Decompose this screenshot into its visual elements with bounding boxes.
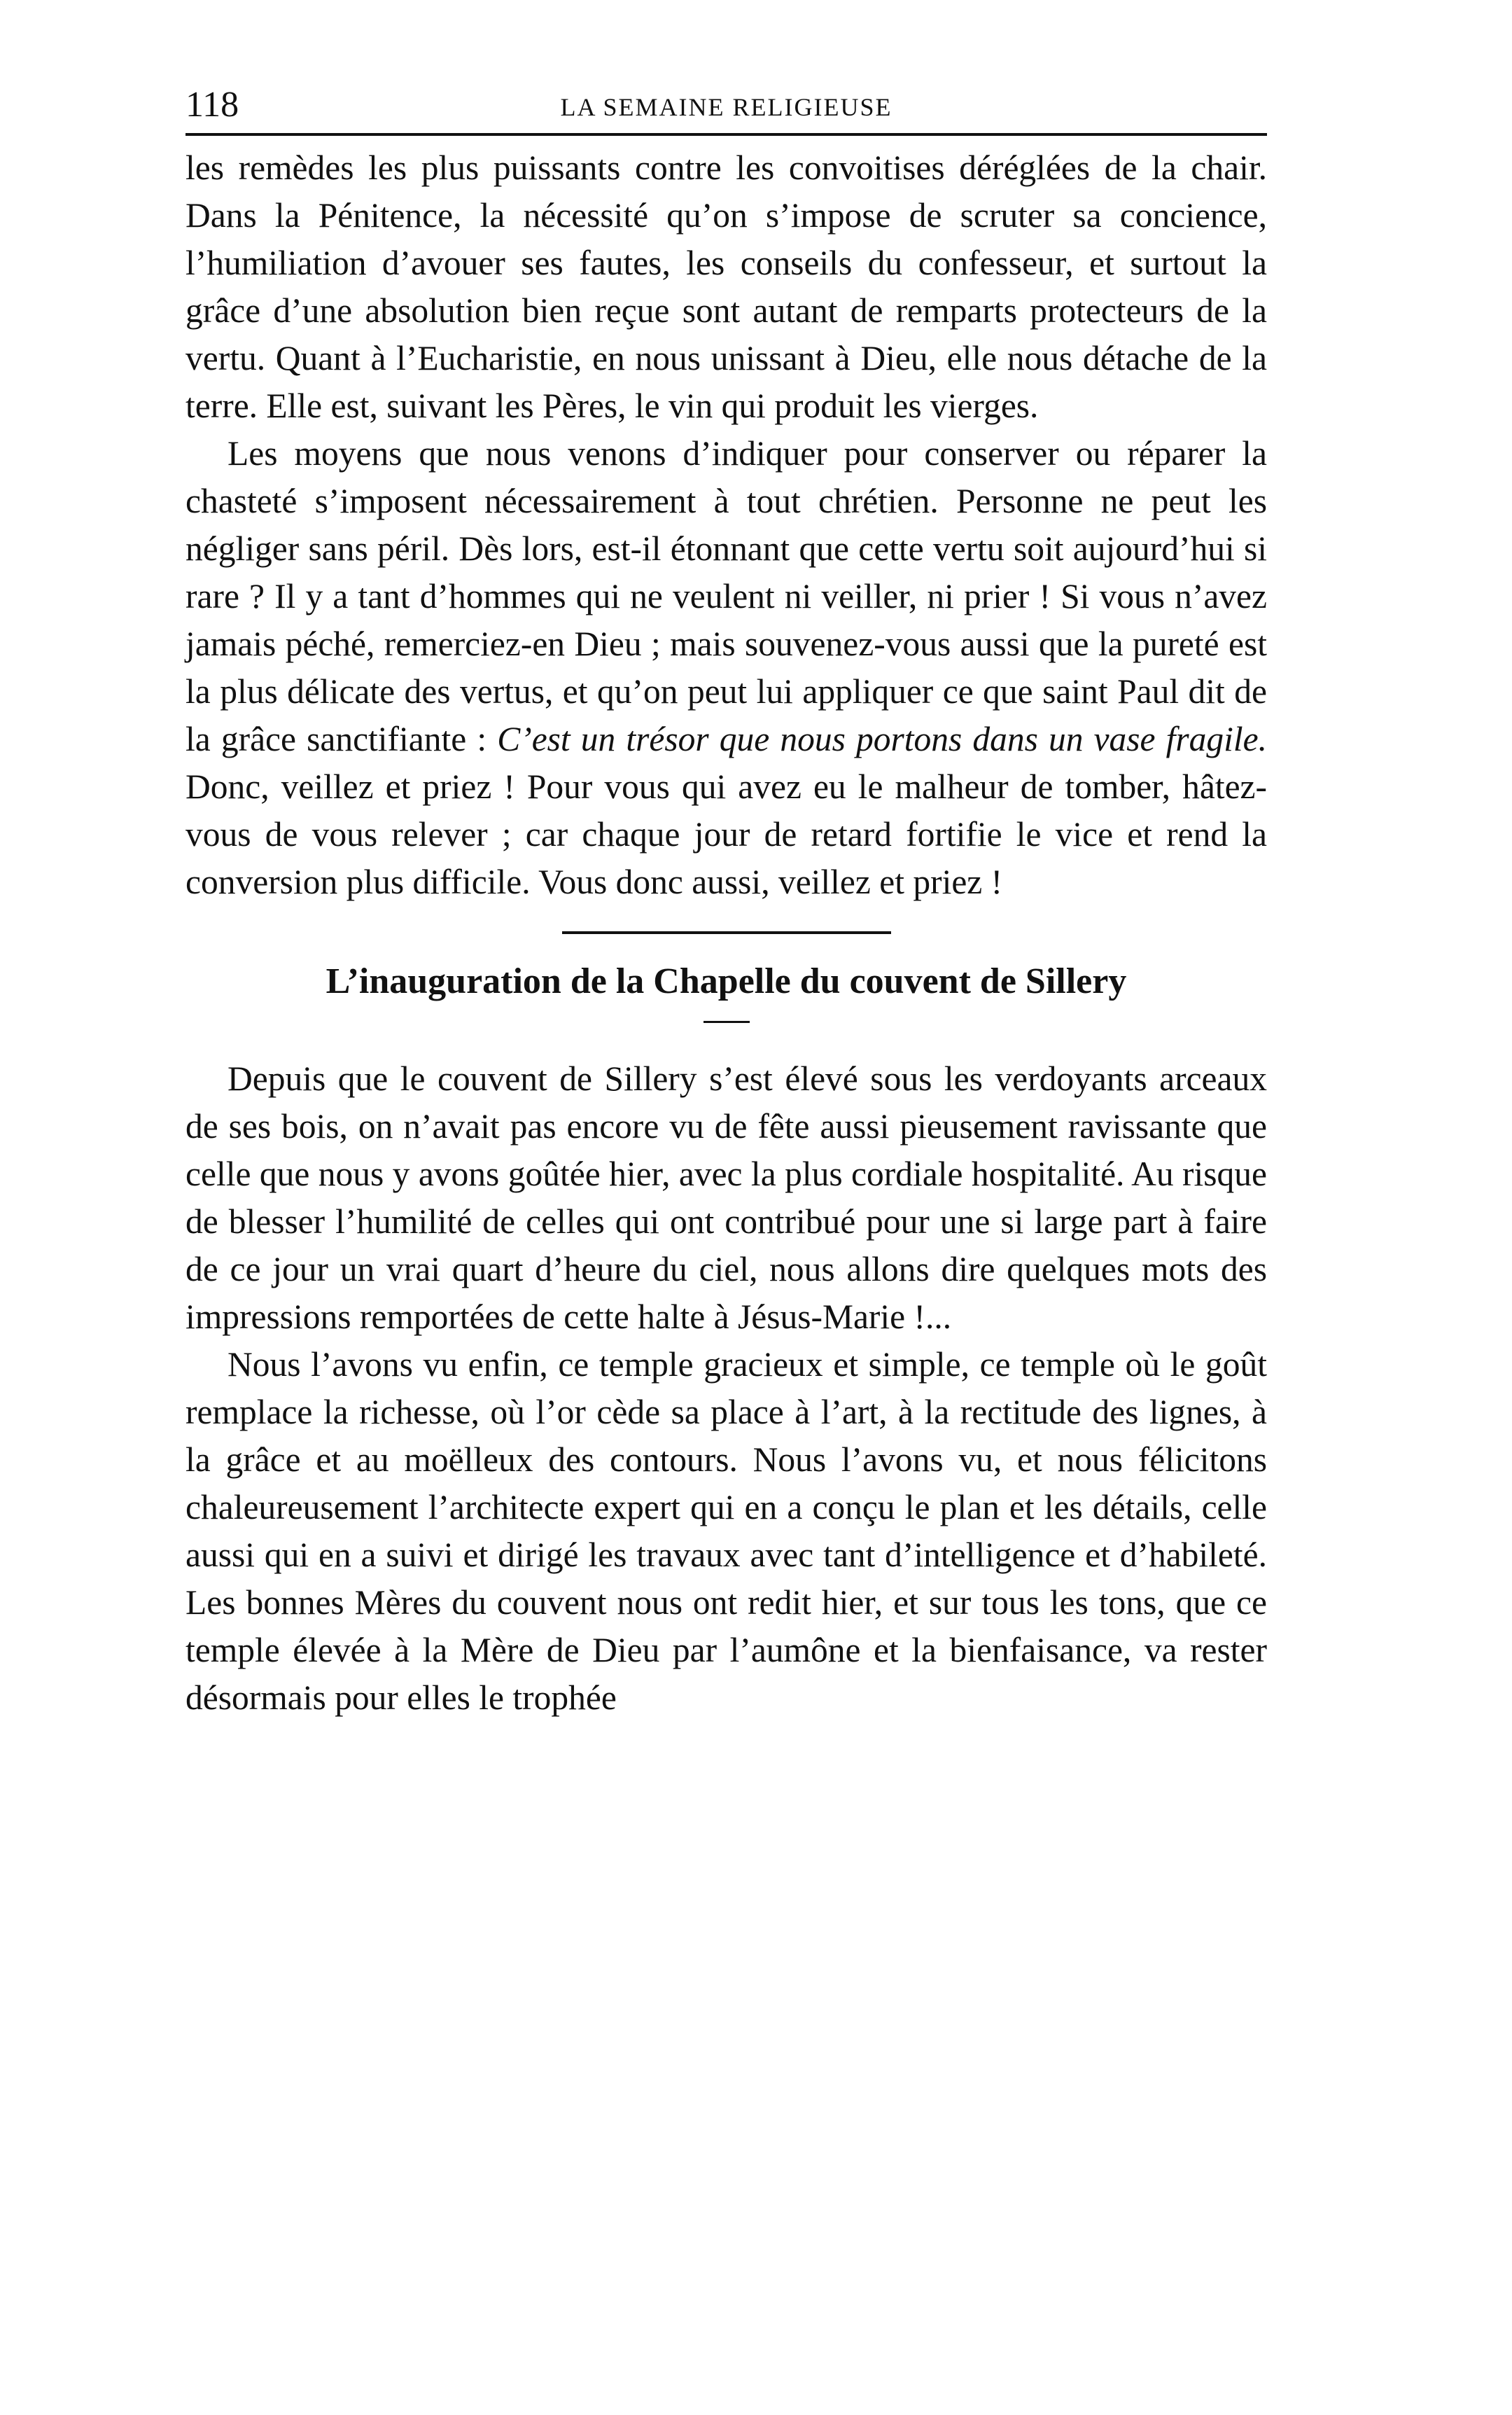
body-paragraph: Nous l’avons vu enfin, ce temple gracieux et simple, ce temple où le goût remplace la richesse, où l’or cède sa place à l’art, à la rectitude des lignes, à la grâce et au moëlleux des contours. Nous l’avons vu, et nous félicitons chaleureusement l’architecte expert qui en a conçu le plan et les détails, celle aussi qui en a suivi et dirigé les travaux avec tant d’intelligence et d’habileté. Les bonnes Mères du couvent nous ont redit hier, et sur tous les tons, que ce temple élevée à la Mère de Dieu par l’aumône et la bienfaisance, va rester désormais pour elles le trophée bbox=[186, 1345, 1267, 1717]
paragraph-text: Les moyens que nous venons d’indiquer pour conserver ou réparer la chasteté s’imposent nécessairement à tout chrétien. Personne ne peut les négliger sans péril. Dès lors, est-il étonnant que cette vertu soit aujourd’hui si rare ? Il y a tant d’hommes qui ne veulent ni veiller, ni prier ! Si vous n’avez jamais péché, remerciez-en Dieu ; mais souvenez-vous aussi que la pureté est la plus délicate des vertus, et qu’on peut lui appliquer ce que saint Paul dit de la grâce sanctifiante : bbox=[186, 434, 1267, 758]
article-body bbox=[186, 1055, 1267, 1722]
article-title: L’inauguration de la Chapelle du couvent de Sillery bbox=[326, 961, 1127, 1001]
paragraph-text: Donc, veillez et priez ! Pour vous qui avez eu le malheur de tomber, hâtez-vous de vous relever ; car chaque jour de retard fortifie le vice et rend la conversion plus difficile. Vous donc aussi, veillez et priez ! bbox=[186, 767, 1267, 901]
title-dash bbox=[704, 1021, 750, 1023]
book-page bbox=[186, 77, 1267, 1722]
body-paragraph bbox=[186, 430, 1267, 906]
body-paragraph: Depuis que le couvent de Sillery s’est élevé sous les verdoyants arceaux de ses bois, on n’avait pas encore vu de fête aussi pieusement ravissante que celle que nous y avons goûtée hier, avec la plus cordiale hospitalité. Au risque de blesser l’humilité de celles qui ont contribué pour une si large part à faire de ce jour un vrai quart d’heure du ciel, nous allons dire quelques mots des impressions remportées de cette halte à Jésus-Marie !... bbox=[186, 1059, 1267, 1336]
section-divider bbox=[562, 931, 891, 934]
running-head bbox=[186, 77, 1267, 136]
journal-title: LA SEMAINE RELIGIEUSE bbox=[560, 93, 892, 121]
page-number: 118 bbox=[186, 85, 239, 125]
italic-quote: C’est un trésor que nous portons dans un vase fragile. bbox=[497, 720, 1268, 758]
body-paragraph: les remèdes les plus puissants contre les convoitises déréglées de la chair. Dans la Pénitence, la nécessité qu’on s’impose de scruter sa concience, l’humiliation d’avouer ses fautes, les conseils du confesseur, et surtout la grâce d’une absolution bien reçue sont autant de remparts protecteurs de la vertu. Quant à l’Eucharistie, en nous unissant à Dieu, elle nous détache de la terre. Elle est, suivant les Pères, le vin qui produit les vierges. bbox=[186, 148, 1267, 425]
continued-section bbox=[186, 144, 1267, 906]
